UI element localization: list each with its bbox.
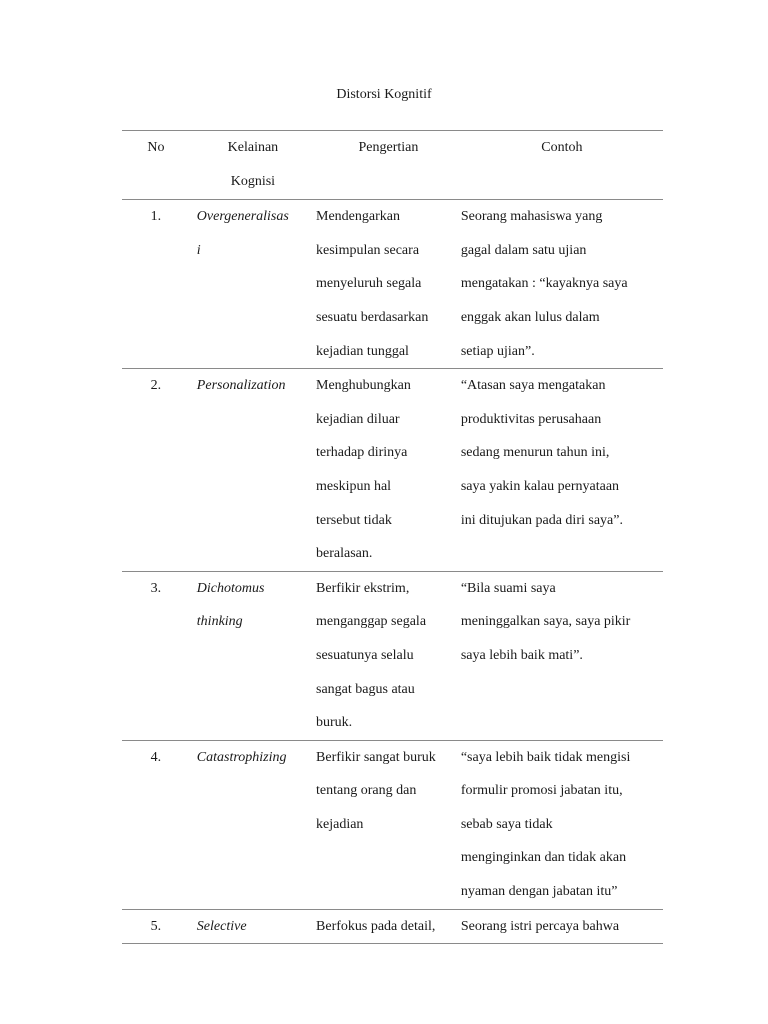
- cell-contoh-line: “Bila suami saya: [460, 580, 556, 596]
- cell-pengertian-line: buruk.: [316, 715, 353, 731]
- cell-pengertian-line: kejadian tunggal: [316, 343, 409, 359]
- cell-pengertian-line: sangat bagus atau: [316, 681, 415, 697]
- cell-contoh-line: enggak akan lulus dalam: [460, 309, 600, 325]
- cell-contoh: [461, 369, 663, 572]
- cell-pengertian-line: Berfikir sangat buruk: [316, 749, 436, 765]
- cell-contoh-line: nyaman dengan jabatan itu”: [460, 884, 618, 900]
- cell-kelainan: [190, 909, 316, 944]
- cell-kelainan-line: Catastrophizing: [196, 749, 287, 765]
- cell-contoh-line: sebab saya tidak: [460, 816, 553, 832]
- cell-pengertian-line: meskipun hal: [316, 478, 392, 494]
- header-kelainan-line: Kelainan: [227, 140, 279, 155]
- cell-contoh-line: produktivitas perusahaan: [460, 411, 602, 427]
- cell-contoh: [461, 571, 663, 740]
- cell-pengertian-line: sesuatunya selalu: [316, 647, 414, 663]
- cell-pengertian: [316, 200, 461, 369]
- cell-pengertian-line: kejadian diluar: [316, 411, 400, 427]
- cell-contoh-line: saya yakin kalau pernyataan: [460, 478, 620, 494]
- cell-contoh-line: menginginkan dan tidak akan: [460, 850, 627, 866]
- cell-contoh-line: setiap ujian”.: [460, 343, 535, 359]
- cell-pengertian-line: Berfokus pada detail,: [316, 918, 436, 934]
- table-row: [122, 369, 663, 572]
- cell-contoh: [461, 200, 663, 369]
- cell-kelainan-line: i: [196, 242, 201, 258]
- table-row: [122, 909, 663, 944]
- cell-contoh-line: Seorang mahasiswa yang: [460, 209, 603, 225]
- cell-contoh-line: saya lebih baik mati”.: [460, 647, 583, 663]
- cell-pengertian-line: menyeluruh segala: [316, 276, 422, 292]
- cell-pengertian-line: Menghubungkan: [316, 378, 411, 394]
- table-row: [122, 200, 663, 369]
- cell-contoh-line: “Atasan saya mengatakan: [460, 378, 606, 394]
- cell-pengertian-line: Berfikir ekstrim,: [316, 580, 410, 596]
- table-row: [122, 740, 663, 909]
- header-pengertian: Pengertian: [358, 140, 419, 155]
- header-kelainan-line: Kognisi: [230, 173, 276, 189]
- cell-contoh-line: ini ditujukan pada diri saya”.: [460, 512, 623, 528]
- cell-contoh: [461, 909, 663, 944]
- cell-contoh-line: sedang menurun tahun ini,: [460, 445, 610, 461]
- table-row: [122, 571, 663, 740]
- cell-kelainan-line: Overgeneralisas: [196, 209, 289, 225]
- cell-no: 3.: [150, 580, 162, 596]
- cell-no: 1.: [150, 209, 162, 225]
- distortion-table: [122, 130, 663, 944]
- header-contoh: Contoh: [541, 140, 583, 155]
- header-no: No: [147, 140, 165, 155]
- cell-contoh-line: meninggalkan saya, saya pikir: [460, 614, 631, 630]
- cell-pengertian-line: kejadian: [316, 816, 364, 832]
- cell-contoh-line: “saya lebih baik tidak mengisi: [460, 749, 631, 765]
- cell-kelainan-line: Dichotomus: [196, 580, 265, 596]
- cell-pengertian: [316, 571, 461, 740]
- cell-pengertian: [316, 909, 461, 944]
- cell-pengertian-line: Mendengarkan: [316, 209, 400, 225]
- cell-pengertian: [316, 740, 461, 909]
- cell-pengertian: [316, 369, 461, 572]
- document-title: Distorsi Kognitif: [336, 87, 432, 102]
- cell-contoh: [461, 740, 663, 909]
- header-kelainan: [190, 131, 316, 200]
- cell-kelainan: [190, 571, 316, 740]
- cell-kelainan: [190, 740, 316, 909]
- cell-pengertian-line: menganggap segala: [316, 614, 427, 630]
- cell-kelainan-line: Personalization: [196, 378, 286, 394]
- cell-kelainan-line: Selective: [196, 918, 247, 934]
- cell-pengertian-line: beralasan.: [316, 546, 373, 562]
- cell-pengertian-line: sesuatu berdasarkan: [316, 309, 429, 325]
- cell-no: 5.: [150, 918, 162, 934]
- cell-kelainan: [190, 369, 316, 572]
- cell-contoh-line: Seorang istri percaya bahwa: [460, 918, 620, 934]
- cell-pengertian-line: terhadap dirinya: [316, 445, 408, 461]
- cell-kelainan: [190, 200, 316, 369]
- cell-kelainan-line: thinking: [196, 614, 243, 630]
- table-header-row: [122, 131, 663, 200]
- cell-no: 2.: [150, 378, 162, 394]
- cell-pengertian-line: kesimpulan secara: [316, 242, 420, 258]
- cell-contoh-line: mengatakan : “kayaknya saya: [460, 276, 628, 292]
- cell-pengertian-line: tersebut tidak: [316, 512, 392, 528]
- cell-contoh-line: gagal dalam satu ujian: [460, 242, 587, 258]
- cell-pengertian-line: tentang orang dan: [316, 783, 417, 799]
- cell-contoh-line: formulir promosi jabatan itu,: [460, 783, 623, 799]
- cell-no: 4.: [150, 749, 162, 765]
